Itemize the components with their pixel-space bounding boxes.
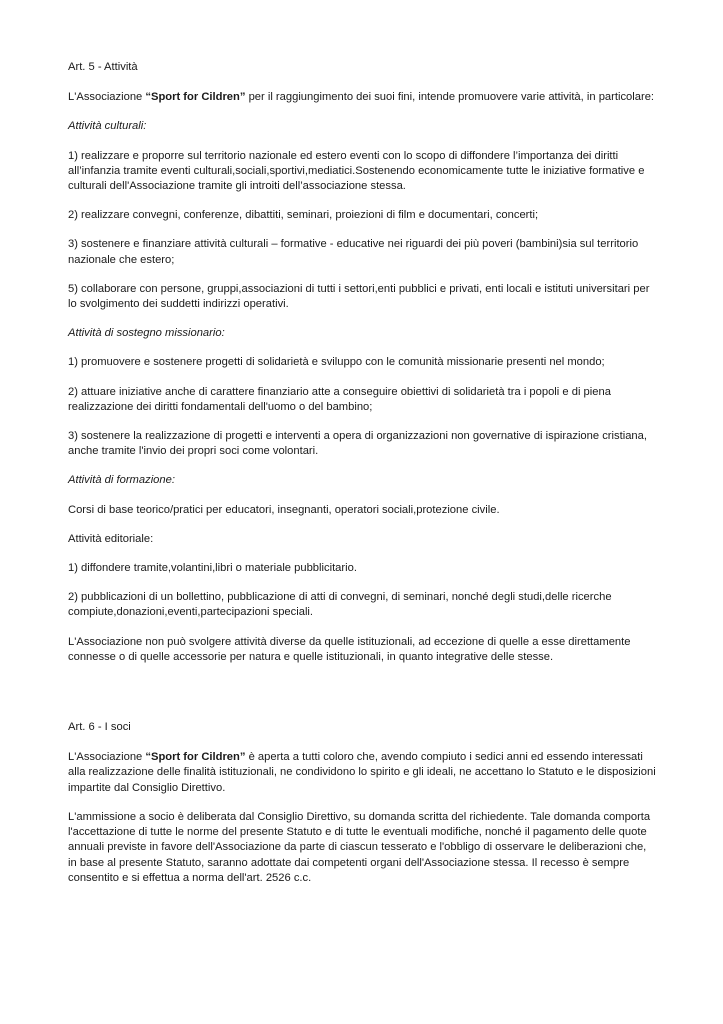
cultural-item: 5) collaborare con persone, gruppi,associazioni di tutti i settori,enti pubblici e privati, enti locali e istituti universitari per lo svolgimento dei suddetti indirizzi operativi.: [68, 282, 650, 311]
intro-text-start: L'Associazione: [68, 91, 146, 104]
missionary-item: 2) attuare iniziative anche di carattere finanziario atte a conseguire obiettivi di solidarietà tra i popoli e di piena realizzazione dei diritti fondamentali dell'uomo o del bambino;: [68, 385, 611, 413]
p1-text-end: è aperta a tutti coloro che, avendo compiuto i sedici anni ed essendo interessati alla realizzazione delle finalità istituzionali, ne condividono lo spirito e gli ideali, ne accettano lo Statuto e le disposizioni impartite dal Consiglio Direttivo.: [68, 751, 656, 794]
cultural-item: 1) realizzare e proporre sul territorio nazionale ed estero eventi con lo scopo di diffondere l’importanza dei diritti all’infanzia tramite eventi culturali,sociali,sportivi,mediatici.Sostenendo economicamente tutte le iniziative formative e culturali dell'Associazione tramite gli introiti dell’associazione stessa.: [68, 149, 645, 193]
article-5-title: Art. 5 - Attività: [68, 61, 138, 73]
document-page: [68, 60, 658, 900]
cultural-item: 2) realizzare convegni, conferenze, dibattiti, seminari, proiezioni di film e documentari, concerti;: [68, 209, 539, 222]
editorial-item: 1) diffondere tramite,volantini,libri o materiale pubblicitario.: [68, 562, 357, 575]
missionary-item: 3) sostenere la realizzazione di progetti e interventi a opera di organizzazioni non governative di ispirazione cristiana, anche tramite l'invio dei propri soci come volontari.: [68, 430, 647, 458]
article-5-closing: L'Associazione non può svolgere attività diverse da quelle istituzionali, ad eccezione di quelle a esse direttamente connesse o di quelle accessorie per natura e quelle istituzionali, in quanto integrative delle stesse.: [68, 635, 631, 663]
training-text: Corsi di base teorico/pratici per educatori, insegnanti, operatori sociali,protezione civile.: [68, 503, 500, 516]
article-6-paragraph-1: [68, 750, 658, 796]
training-heading: Attività di formazione:: [68, 474, 175, 487]
missionary-item: 1) promuovere e sostenere progetti di solidarietà e sviluppo con le comunità missionarie presenti nel mondo;: [68, 356, 605, 369]
intro-text-end: per il raggiungimento dei suoi fini, intende promuovere varie attività, in particolare:: [245, 91, 655, 104]
editorial-item: 2) pubblicazioni di un bollettino, pubblicazione di atti di convegni, di seminari, nonché degli studi,delle ricerche compiute,donazioni,eventi,partecipazioni speciali.: [68, 591, 612, 619]
article-5-intro: [68, 90, 658, 105]
cultural-item: 3) sostenere e finanziare attività culturali – formative - educative nei riguardi dei più poveri (bambini)sia sul territorio nazionale che estero;: [68, 238, 639, 266]
article-6-paragraph-2: L'ammissione a socio è deliberata dal Consiglio Direttivo, su domanda scritta del richiedente. Tale domanda comporta l'accettazione di tutte le norme del presente Statuto e di tutte le eventuali modifiche, nonché il pagamento delle quote annuali previste in favore dell'Associazione da parte di ciascun tesserato e l'obbligo di osservare le deliberazioni che, in base al presente Statuto, saranno adottate dai competenti organi dell'Associazione stessa. Il recesso è sempre consentito e si effettua a norma dell'art. 2526 c.c.: [68, 810, 651, 884]
section-spacer: [68, 679, 658, 720]
missionary-support-heading: Attività di sostegno missionario:: [68, 327, 225, 340]
association-name: “Sport for Cildren”: [145, 91, 246, 104]
association-name: “Sport for Cildren”: [145, 751, 246, 764]
cultural-activities-heading: Attività culturali:: [68, 120, 147, 133]
article-6-title: Art. 6 - I soci: [68, 721, 131, 734]
editorial-heading: Attività editoriale:: [68, 532, 154, 545]
p1-text-start: L'Associazione: [68, 751, 146, 764]
